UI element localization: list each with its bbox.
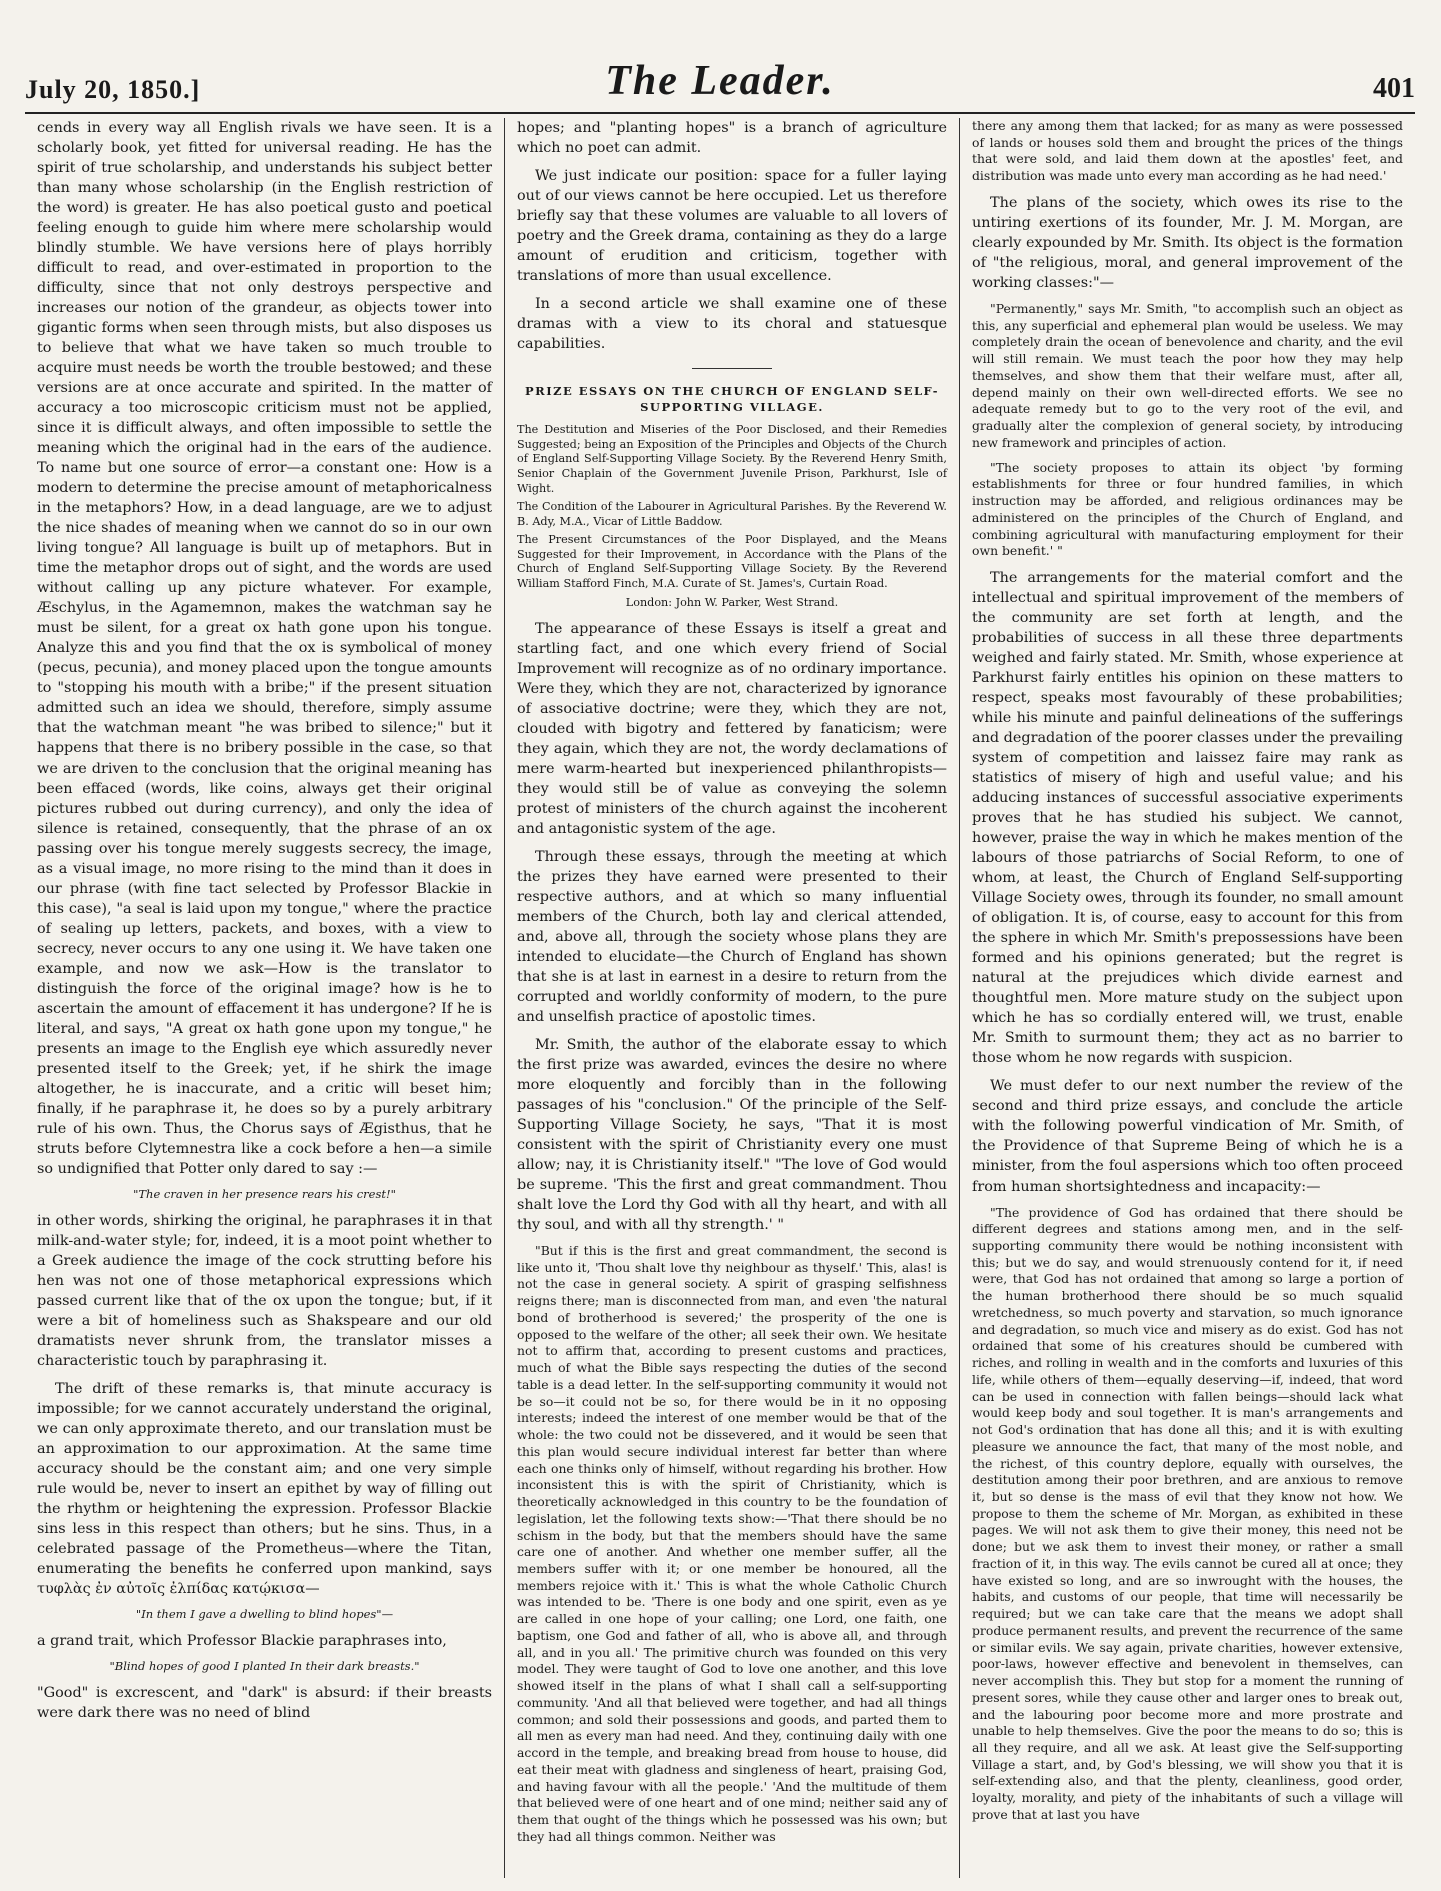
- header-rule: [25, 112, 1415, 114]
- paragraph: in other words, shirking the original, he paraphrases it in that milk-and-water style; for, indeed, it is a moot point whether to a Greek audience the image of the cock strutting before his hen was not one of those metaphorical expressions which passed current like that of the ox upon the tongue; but, if it were a bit of homeliness such as Shakspeare and our old dramatists never shrunk from, the translator misses a characteristic touch by paraphrasing it.: [37, 1212, 492, 1369]
- bibliography-entry: The Condition of the Labourer in Agricultural Parishes. By the Reverend W. B. Ady, M.A., Vicar of Little Baddow.: [517, 500, 947, 528]
- verse-quote: "Blind hopes of good I planted In their dark breasts.": [109, 1659, 420, 1674]
- block-quote: "But if this is the first and great commandment, the second is like unto it, 'Thou shalt love thy neighbour as thyself.' This, alas! is not the case in general society. A spirit of grasping selfishness reigns there; man is disconnected from man, and even 'the natural bond of brotherhood is severed;' the prosperity of the one is opposed to the welfare of the other; all seek their own. We hesitate not to affirm that, according to present customs and practices, much of what the Bible says respecting the duties of the second table is a dead letter. In the self-supporting community it would not be so—it could not be so, for there would be in it no opposing interests; indeed the interest of one member would be that of the whole: the two could not be dissevered, and it would be seen that this plan would secure individual interest far better than where each one thinks only of himself, without regarding his brother. How inconsistent this is with the spirit of Christianity, which is theoretically acknowledged in this country to be the foundation of legislation, let the following texts show:—'That there should be no schism in the body, but that the members should have the same care one of another. And whether one member suffer, all the members suffer with it; or one member be honoured, all the members rejoice with it.' This is what the whole Catholic Church was intended to be. 'There is one body and one spirit, even as ye are called in one hope of your calling; one Lord, one faith, one baptism, one God and father of all, who is above all, and through all, and in you all.' The primitive church was founded on this very model. They were taught of God to love one another, and this love showed itself in the plans of what I shall call a self-supporting community. 'And all that believed were together, and had all things common; and sold their possessions and goods, and parted them to all men as every man had need. And they, continuing daily with one accord in the temple, and breaking bread from house to house, did eat their meat with gladness and singleness of heart, praising God, and having favour with all the people.' 'And the multitude of them that believed were of one heart and of one mind; neither said any of them that ought of the things which he possessed was his own; but they had all things common. Neither was: [517, 1243, 947, 1844]
- masthead: [25, 55, 1415, 105]
- column-2: [505, 118, 960, 1878]
- paragraph: We must defer to our next number the review of the second and third prize essays, and conclude the article with the following powerful vindication of Mr. Smith, of the Providence of that Supreme Being of which he is a minister, from the foul aspersions which too often proceed from human shortsightedness and incapacity:—: [972, 1078, 1403, 1195]
- publisher-line: London: John W. Parker, West Strand.: [625, 595, 839, 609]
- paragraph: We just indicate our position: space for a fuller laying out of our views cannot be here occupied. Let us therefore briefly say that these volumes are valuable to all lovers of poetry and the Greek drama, containing as they do a large amount of erudition and criticism, together with translations of more than usual excellence.: [517, 168, 947, 285]
- block-quote: "The society proposes to attain its object 'by forming establishments for three or four hundred families, in which instruction may be afforded, and religious ordinances may be administered on the principles of the Church of England, and combining agricultural with manufacturing employment for their own benefit.' ": [972, 459, 1403, 559]
- column-1: [25, 118, 505, 1878]
- paragraph: The appearance of these Essays is itself a great and startling fact, and one which every friend of Social Improvement will recognize as of no ordinary importance. Were they, which they are not, characterized by ignorance of associative doctrine; were they, which they are not, clouded with bigotry and fettered by fanaticism; were they again, which they are not, the wordy declamations of mere warm-hearted but inexperienced philanthropists—they would still be of value as conveying the solemn protest of ministers of the church against the incoherent and antagonistic system of the age.: [517, 620, 947, 837]
- block-quote: "Permanently," says Mr. Smith, "to accomplish such an object as this, any superficial and ephemeral plan would be useless. We may completely drain the ocean of benevolence and charity, and the evil will still remain. We must teach the poor how they may help themselves, and show them that their welfare must, after all, depend mainly on their own well-directed efforts. We see no adequate remedy but to go to the very root of the evil, and gradually alter the complexion of general society, by introducing new framework and principles of action.: [972, 301, 1403, 450]
- article-columns: [25, 118, 1415, 1878]
- paragraph: In a second article we shall examine one of these dramas with a view to its choral and statuesque capabilities.: [517, 296, 947, 353]
- paragraph: a grand trait, which Professor Blackie paraphrases into,: [37, 1633, 447, 1650]
- paragraph: Mr. Smith, the author of the elaborate essay to which the first prize was awarded, evinces the desire no where more eloquently and forcibly than in the following passages of his "conclusion." Of the principle of the Self-Supporting Village Society, he says, "That it is most consistent with the spirit of Christianity every one must allow; nay, it is Christianity itself." "The love of God would be supreme. 'This the first and great commandment. Thou shalt love the Lord thy God with all thy heart, and with all thy soul, and with all thy strength.' ": [517, 1036, 947, 1233]
- article-heading: PRIZE ESSAYS ON THE CHURCH OF ENGLAND SELF-SUPPORTING VILLAGE.: [525, 384, 939, 415]
- block-quote: "The providence of God has ordained that there should be different degrees and stations among men, and in the self-supporting community there would be nothing inconsistent with this; but we do say, and would strenuously contend for it, if need were, that God has not ordained that among so large a portion of the human brotherhood there should be so much squalid wretchedness, so much poverty and starvation, so much ignorance and degradation, so much vice and misery as do exist. God has not ordained that some of his creatures should be cumbered with riches, and rolling in wealth and in the comforts and luxuries of this life, while others of them—equally deserving—if, indeed, that word can be used in connection with fallen beings—should lack what would keep body and soul together. It is man's arrangements and not God's ordination that has done all this; and it is with exulting pleasure we announce the fact, that many of the most noble, and the richest, of this country deplore, equally with ourselves, the destitution among their poor brethren, and are anxious to remove it, but so dense is the mass of evil that they know not how. We propose to them the scheme of Mr. Morgan, as exhibited in these pages. We will not ask them to give their money, this need not be done; but we ask them to invest their money, or rather a small fraction of it, in this way. The evils cannot be cured all at once; they have existed so long, and are so inwrought with the houses, the habits, and customs of our people, that time will necessarily be required; but we can take care that the means we adopt shall produce permanent results, and prevent the recurrence of the same or similar evils. We say again, private charities, however extensive, poor-laws, however effective and benevolent in themselves, can never accomplish this. They but stop for a moment the running of present sores, while they cause other and larger ones to break out, and the labouring poor become more and more prostrate and unable to help themselves. Give the poor the means to do so; this is all they require, and all we ask. At least give the Self-supporting Village a start, and, by God's blessing, we will show you that it is self-extending also, and that the plenty, cleanliness, good order, loyalty, morality, and piety of the inhabitants of such a village will prove that at last you have: [972, 1204, 1403, 1822]
- block-quote: there any among them that lacked; for as many as were possessed of lands or houses sold them and brought the prices of the things that were sold, and laid them down at the apostles' feet, and distribution was made unto every man according as he had need.': [972, 118, 1403, 184]
- column-3: [960, 118, 1415, 1878]
- page-number: 401: [1373, 73, 1415, 104]
- newspaper-title: The Leader.: [605, 58, 835, 104]
- bibliography-entry: The Present Circumstances of the Poor Displayed, and the Means Suggested for their Improvement, in Accordance with the Plans of the Church of England Self-Supporting Village Society. By the Reverend William Stafford Finch, M.A. Curate of St. James's, Curtain Road.: [517, 533, 947, 590]
- paragraph: Through these essays, through the meeting at which the prizes they have earned were presented to their respective authors, and at which so many influential members of the Church, both lay and clerical attended, and, above all, through the society whose plans they are intended to elucidate—the Church of England has shown that she is at last in earnest in a desire to return from the corrupted and worldly conformity of modern, to the pure and unselfish practice of apostolic times.: [517, 848, 947, 1025]
- bibliography-entry: The Destitution and Miseries of the Poor Disclosed, and their Remedies Suggested; being an Exposition of the Principles and Objects of the Church of England Self-Supporting Village Society. By the Reverend Henry Smith, Senior Chaplain of the Government Juvenile Prison, Parkhurst, Isle of Wight.: [517, 423, 947, 495]
- paragraph: The plans of the society, which owes its rise to the untiring exertions of its founder, Mr. J. M. Morgan, are clearly expounded by Mr. Smith. Its object is the formation of "the religious, moral, and general improvement of the working classes:"—: [972, 194, 1403, 291]
- paragraph: The drift of these remarks is, that minute accuracy is impossible; for we cannot accurately understand the original, we can only approximate thereto, and our translation must be an approximation to our approximation. At the same time accuracy should be the constant aim; and one very simple rule would be, never to insert an epithet by way of filling out the rhythm or heightening the expression. Professor Blackie sins less in this respect than others; but he sins. Thus, in a celebrated passage of the Prometheus—where the Titan, enumerating the benefits he conferred upon mankind, says τυφλὰς ἐν αὐτοῖς ἐλπίδας κατῴκισα—: [37, 1380, 492, 1598]
- paragraph: cends in every way all English rivals we have seen. It is a scholarly book, yet fitted for universal reading. He has the spirit of true scholarship, and understands his subject better than many whose scholarship (in the English restriction of the word) is greater. He has also poetical gusto and poetical feeling enough to guide him where mere scholarship would blindly stumble. We have versions here of plays horribly difficult to read, and over-estimated in proportion to the difficulty, since that not only destroys perspective and increases our notion of the grandeur, as objects tower into gigantic forms when seen through mists, but also disposes us to believe that what we have taken so much trouble to acquire must needs be worth the trouble bestowed; and these versions are at once accurate and spirited. In the matter of accuracy a too microscopic criticism must not be applied, since it is difficult always, and often impossible to settle the meaning which the original had in the ears of the audience. To name but one source of error—a constant one: How is a modern to determine the precise amount of metaphoricalness in the metaphors? How, in a dead language, are we to adjust the nice shades of meaning when we cannot do so in our own living tongue? All language is built up of metaphors. But in time the metaphor drops out of sight, and the words are used without calling up any picture whatever. For example, Æschylus, in the Agamemnon, makes the watchman say he must be silent, for a great ox hath gone upon his tongue. Analyze this and you find that the ox is symbolical of money (pecus, pecunia), and money placed upon the tongue amounts to "stopping his mouth with a bribe;" if the present situation admitted such an idea we should, therefore, simply assume that the watchman meant "he was bribed to silence;" but it happens that there is no bribery possible in the case, so that we are driven to the conclusion that the original meaning has been effaced (words, like coins, always get their original pictures rubbed out during currency), and only the idea of silence is retained, consequently, that the phrase of an ox passing over his tongue merely suggests secrecy, the image, as a visual image, no more rising to the mind than it does in our phrase (with fine tact selected by Professor Blackie in this case), "a seal is laid upon my tongue," where the practice of sealing up letters, packets, and boxes, with a view to secrecy, never occurs to any one using it. We have taken one example, and now we ask—How is the translator to distinguish the force of the original image? how is he to ascertain the amount of effacement it has undergone? If he is literal, and says, "A great ox hath gone upon my tongue," he presents an image to the English eye which assuredly never presented itself to the Greek; yet, if he shirk the image altogether, he is inaccurate, and a critic will beset him; finally, if he paraphrase it, he does so by a purely arbitrary rule of his own. Thus, the Chorus says of Ægisthus, that he struts before Clytemnestra like a cock before a hen—a simile so undignified that Potter only dared to say :—: [37, 120, 492, 1177]
- paragraph: "Good" is excrescent, and "dark" is absurd: if their breasts were dark there was no need of blind: [37, 1685, 492, 1722]
- paragraph: hopes; and "planting hopes" is a branch of agriculture which no poet can admit.: [517, 120, 947, 157]
- paragraph: The arrangements for the material comfort and the intellectual and spiritual improvement of the members of the community are set forth at length, and the probabilities of success in all these three departments weighed and fairly stated. Mr. Smith, whose experience at Parkhurst fairly entitles his opinion on these matters to respect, speaks most favourably of these probabilities; while his minute and painful delineations of the sufferings and degradation of the poorer classes under the prevailing system of competition and laissez faire may rank as statistics of misery of high and useful value; and his adducing instances of successful associative experiments proves that he has studied his subject. We cannot, however, praise the way in which he makes mention of the labours of those patriarchs of Social Reform, to one of whom, at least, the Church of England Self-supporting Village Society owes, through its founder, no small amount of obligation. It is, of course, easy to account for this from the sphere in which Mr. Smith's prepossessions have been formed and his opinions generated; but the regret is natural at the prejudices which divide earnest and thoughtful men. More mature study on the subject upon which he has so cordially entered will, we trust, enable Mr. Smith to surmount them; they act as no barrier to those whom he now regards with suspicion.: [972, 570, 1403, 1067]
- issue-date: July 20, 1850.]: [25, 75, 201, 104]
- verse-quote: "In them I gave a dwelling to blind hopes"—: [135, 1607, 394, 1622]
- verse-quote: "The craven in her presence rears his crest!": [133, 1186, 396, 1201]
- section-divider: [692, 368, 772, 369]
